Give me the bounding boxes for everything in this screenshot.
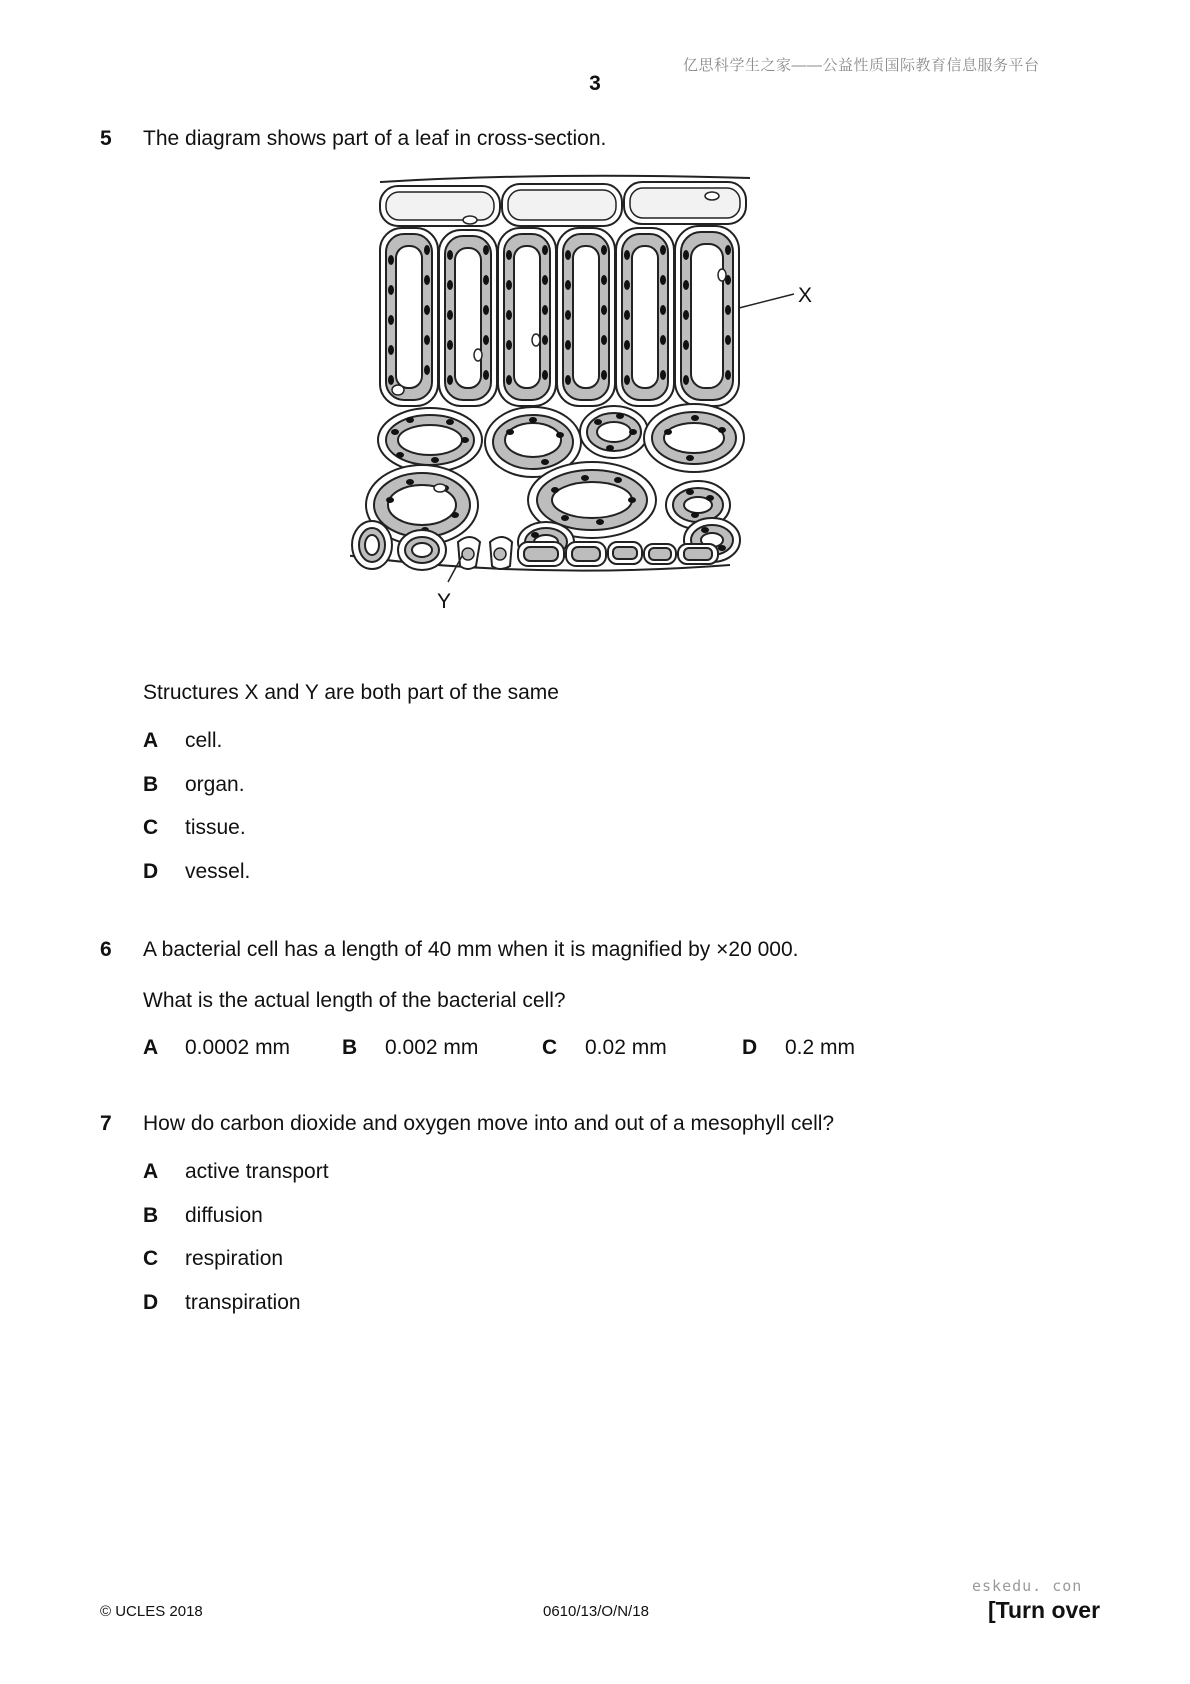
page-number: 3 bbox=[589, 72, 601, 95]
option-letter: B bbox=[342, 1036, 358, 1059]
option-letter: B bbox=[143, 1204, 159, 1227]
header-watermark: 亿思科学生之家——公益性质国际教育信息服务平台 bbox=[683, 57, 1040, 74]
question-number: 6 bbox=[100, 938, 112, 961]
site-watermark: eskedu. con bbox=[972, 1577, 1083, 1595]
option-letter: B bbox=[143, 773, 159, 796]
option-letter: A bbox=[143, 1160, 159, 1183]
option-text: organ. bbox=[185, 773, 245, 796]
label-x-line bbox=[739, 294, 794, 308]
question-prompt: What is the actual length of the bacterial cell? bbox=[143, 989, 566, 1012]
question-number: 5 bbox=[100, 127, 112, 150]
option-letter: C bbox=[143, 1247, 159, 1270]
option-letter: D bbox=[143, 860, 159, 883]
option-letter: D bbox=[742, 1036, 758, 1059]
label-x: X bbox=[798, 284, 813, 307]
option-text: tissue. bbox=[185, 816, 246, 839]
option-letter: A bbox=[143, 1036, 159, 1059]
option-letter: C bbox=[542, 1036, 558, 1059]
option-text: vessel. bbox=[185, 860, 251, 883]
option-letter: C bbox=[143, 816, 159, 839]
option-text: 0.0002 mm bbox=[185, 1036, 291, 1059]
copyright: © UCLES 2018 bbox=[100, 1603, 203, 1620]
option-text: cell. bbox=[185, 729, 223, 752]
question-number: 7 bbox=[100, 1112, 112, 1135]
option-text: respiration bbox=[185, 1247, 284, 1270]
question-stem: The diagram shows part of a leaf in cross-section. bbox=[143, 127, 607, 150]
option-text: 0.02 mm bbox=[585, 1036, 667, 1059]
option-text: transpiration bbox=[185, 1291, 301, 1314]
question-stem: How do carbon dioxide and oxygen move into and out of a mesophyll cell? bbox=[143, 1112, 835, 1135]
option-letter: D bbox=[143, 1291, 159, 1314]
label-y-line bbox=[448, 556, 462, 582]
paper-code: 0610/13/O/N/18 bbox=[543, 1603, 649, 1620]
option-text: 0.002 mm bbox=[385, 1036, 479, 1059]
question-prompt: Structures X and Y are both part of the same bbox=[143, 681, 559, 704]
leaf-cross-section-diagram bbox=[350, 170, 870, 660]
option-text: active transport bbox=[185, 1160, 329, 1183]
option-text: 0.2 mm bbox=[785, 1036, 856, 1059]
turn-over: [Turn over bbox=[988, 1597, 1101, 1623]
option-text: diffusion bbox=[185, 1204, 263, 1227]
question-stem: A bacterial cell has a length of 40 mm when it is magnified by ×20 000. bbox=[143, 938, 799, 961]
label-y: Y bbox=[437, 590, 452, 613]
option-letter: A bbox=[143, 729, 159, 752]
palisade-layer bbox=[380, 226, 739, 406]
